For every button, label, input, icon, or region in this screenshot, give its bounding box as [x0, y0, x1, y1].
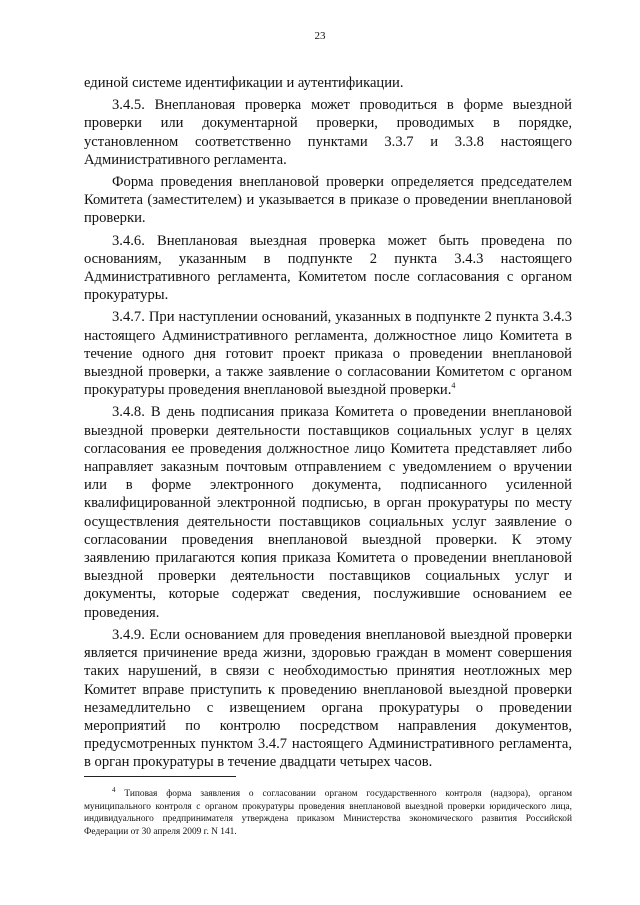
footnote-reference[interactable]: 4: [451, 381, 456, 391]
paragraph-continuation: единой системе идентификации и аутентификации.: [84, 75, 404, 91]
page-number: 23: [314, 30, 326, 42]
paragraph-3-4-7-text: 3.4.7. При наступлении оснований, указанных в подпункте 2 пункта 3.4.3 настоящего Административного регламента, должностное лицо Комитета в течение одного дня готовит проект приказа о проведении внеплановой выездной проверки, а также заявление о согласовании Комитетом с органом прокуратуры проведения внеплановой выездной проверки.: [84, 309, 572, 399]
paragraph-3-4-9: 3.4.9. Если основанием для проведения внеплановой выездной проверки является причинение вреда жизни, здоровью граждан в момент совершения таких нарушений, в связи с необходимостью принятия неотложных мер Комитет вправе приступить к проведению внеплановой выездной проверки незамедлительно с извещением органа прокуратуры о проведении мероприятий по контролю посредством направления документов, предусмотренных пунктом 3.4.7 настоящего Административного регламента, в орган прокуратуры в течение двадцати четырех часов.: [84, 626, 572, 771]
paragraph-inspection-form: Форма проведения внеплановой проверки определяется председателем Комитета (заместителем) и указывается в приказе о проведении внеплановой проверки.: [84, 174, 572, 227]
body-text: [84, 74, 572, 772]
paragraph-3-4-5: 3.4.5. Внеплановая проверка может проводиться в форме выездной проверки или документарной проверки, проводимых в порядке, установленном соответственно пунктами 3.3.7 и 3.3.8 настоящего Административного регламента.: [84, 97, 572, 168]
footnote-divider: [84, 776, 236, 777]
paragraph-3-4-6: 3.4.6. Внеплановая выездная проверка может быть проведена по основаниям, указанным в подпункте 2 пункта 3.4.3 настоящего Административного регламента, Комитетом после согласования с органом прокуратуры.: [84, 232, 572, 304]
paragraph-3-4-8: 3.4.8. В день подписания приказа Комитета о проведении внеплановой выездной проверки деятельности поставщиков социальных услуг в целях согласования ее проведения должностное лицо Комитета представляет либо направляет заказным почтовым отправлением с уведомлением о вручении или в форме электронного документа, подписанного усиленной квалифицированной электронной подписью, в орган прокуратуры по месту осуществления деятельности поставщиков социальных услуг заявление о согласовании проведения внеплановой выездной проверки. К этому заявлению прилагаются копия приказа Комитета о проведении внеплановой выездной проверки деятельности поставщиков социальных услуг и документы, которые содержат сведения, послужившие основанием ее проведения.: [84, 404, 572, 621]
footnote-text: Типовая форма заявления о согласовании органом государственного контроля (надзора), органом муниципального контроля с органом прокуратуры проведения внеплановой выездной проверки юридического лица, индивидуального предпринимателя утверждена приказом Министерства экономического развития Российской Федерации от 30 апреля 2009 г. N 141.: [84, 789, 572, 837]
paragraph-3-4-7: [84, 308, 572, 399]
footnote: [84, 785, 572, 838]
footnote-marker: 4: [112, 785, 116, 794]
